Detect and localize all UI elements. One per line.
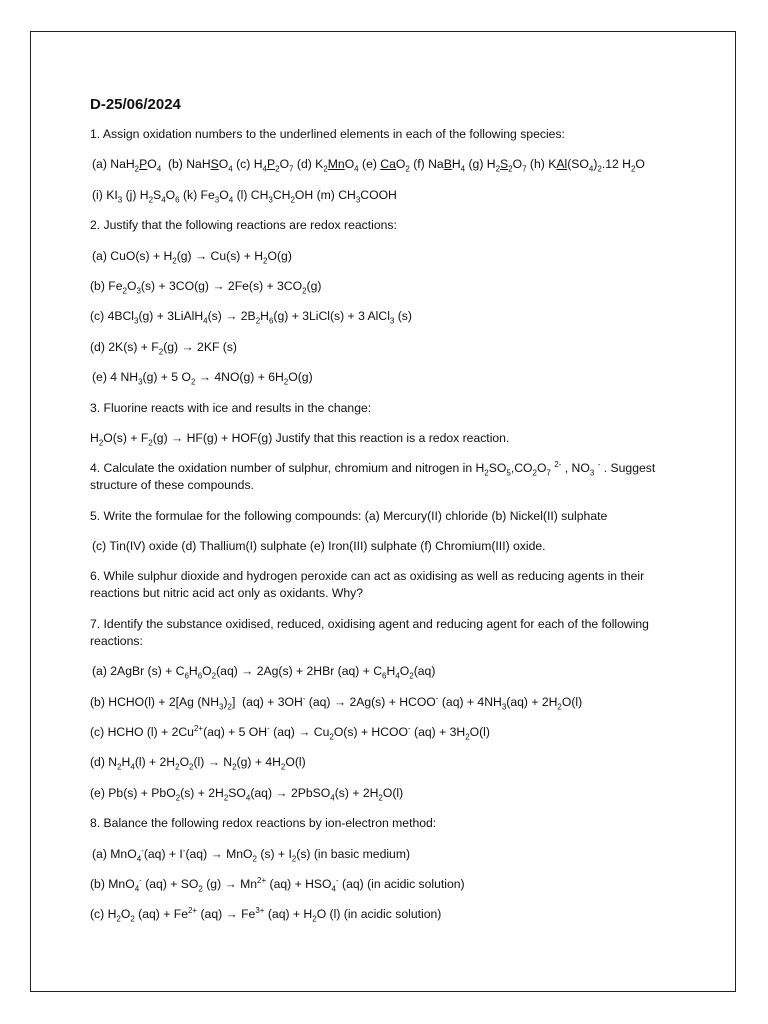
q7-reaction-e: (e) $Pb(s) + PbO_2(s) + 2H_2SO_4(aq)$ → 2PbSO$_4$(s) + $2H_2O(l)$ [90, 785, 404, 803]
q2-reaction-a: (a) $CuO(s) + H_2(g) \to Cu(s) + H_2O(g)$ [92, 248, 292, 265]
q1-species-line-2: (i) $KI_3$ (j) $H_2S_4O_6$ (k) $Fe_3O_4$ (l) $CH_3CH_2OH$ (m) $CH_3COOH$ [92, 187, 397, 205]
q8-reaction-a: (a) MnO$_4$-(aq) + I-(aq) → MnO$_2$ $(s) + I_2(s)$ (in basic medium) [92, 845, 411, 864]
q2-reaction-e: (e) 4 $NH_3(g) + 5$ $O_2 \to 4NO(g) + 6H_2O(g)$ [92, 370, 313, 387]
q7-reaction-d: (d) $N_2H_4(l) + 2H_2O_2(l) \to N_2(g) + 4H_2O(l)$ [90, 755, 306, 772]
q1-heading: 1. Assign oxidation numbers to the underlined elements in each of the following species: [90, 127, 565, 141]
q1-species-line-1: (a) $NaH_2PO_4$ (b) NaHSO$_4$ (c) $H_4P_2O_7$ (d) $K_2MnO_4$ (e) CaO$_2$ (f) NaBH$_4$ (g) $H_2S_2O_7$ (h) $KAl(SO_4)_2.12$ $H_2O$ [92, 157, 645, 174]
worksheet-content [90, 96, 690, 937]
q7-reaction-a: (a) 2AgBr $(s) + C_6H_6O_2(aq) \to 2Ag(s) + 2HBr$ $(aq) + C_6H_4O_2(aq)$ [92, 664, 436, 681]
q7-reaction-b: (b) HCHO(l) + 2[Ag $(NH_3)_2$] (aq) + 3OH- (aq) → 2Ag(s) + HCOO- $(aq) + 4NH_3(aq) + 2H_2O(l)$ [90, 693, 583, 712]
q2-reaction-b: (b) $Fe_2O_3(s) + 3CO(g) \to 2Fe(s) + 3CO_2(g)$ [90, 278, 322, 296]
q8-reaction-b: (b) MnO$_4$- $(aq) + SO_2$ $(g) \to Mn^{2+}$ $(aq) + HSO_4^-$ (aq) (in acidic solution) [90, 875, 465, 894]
q2-reaction-d: (d) $2K(s) + F_2(g) \to 2KF$ (s) [90, 339, 237, 357]
q3-heading: 3. Fluorine reacts with ice and results in the change: [90, 400, 372, 415]
q8-reaction-c: (c) $H_2O_2$ $(aq) + Fe^{2+}$ $(aq) \to Fe^{3+}$ $(aq) + H_2O$ (l) (in acidic solution) [90, 906, 442, 924]
worksheet-date-title: D-25/06/2024 [90, 96, 181, 113]
q7-reaction-c: (c) HCHO $(l) + 2Cu^{2+}(aq) + 5$ OH- $(aq) \to Cu_2O(s)$ + HCOO- $(aq) + 3H_2O(l)$ [90, 723, 490, 742]
q4-text: 4. Calculate the oxidation number of sulphur, chromium and nitrogen in $H_2SO_5,CO_2O_7$ $^{2-}$ , $NO_3$ - . Suggest structure of these compounds. [90, 460, 656, 493]
q5-line-2: (c) Tin(IV) oxide (d) Thallium(I) sulphate (e) Iron(III) sulphate (f) Chromium(III) oxide. [92, 539, 546, 554]
q2-heading: 2. Justify that the following reactions are redox reactions: [90, 218, 397, 233]
q8-heading: 8. Balance the following redox reactions by ion-electron method: [90, 816, 437, 831]
q3-equation: $H_2O(s) + F_2(g) \to HF(g) + HOF(g)$ Justify that this reaction is a redox reaction. [90, 430, 510, 448]
q2-reaction-c: (c) 4BCl$_3$(g) + 3LiAlH$_4$(s) → $2B_2H_6(g)$ + 3LiCl(s) + 3 AlCl$_3$ (s) [90, 309, 412, 326]
q5-line-1: 5. Write the formulae for the following compounds: (a) Mercury(II) chloride (b) Nickel(II) sulphate [90, 508, 608, 523]
q6-text: 6. While sulphur dioxide and hydrogen peroxide can act as oxidising as well as reducing agents in their reactions but nitric acid act only as oxidants. Why? [90, 569, 645, 601]
q7-heading: 7. Identify the substance oxidised, reduced, oxidising agent and reducing agent for each of the following reactions: [90, 616, 649, 648]
